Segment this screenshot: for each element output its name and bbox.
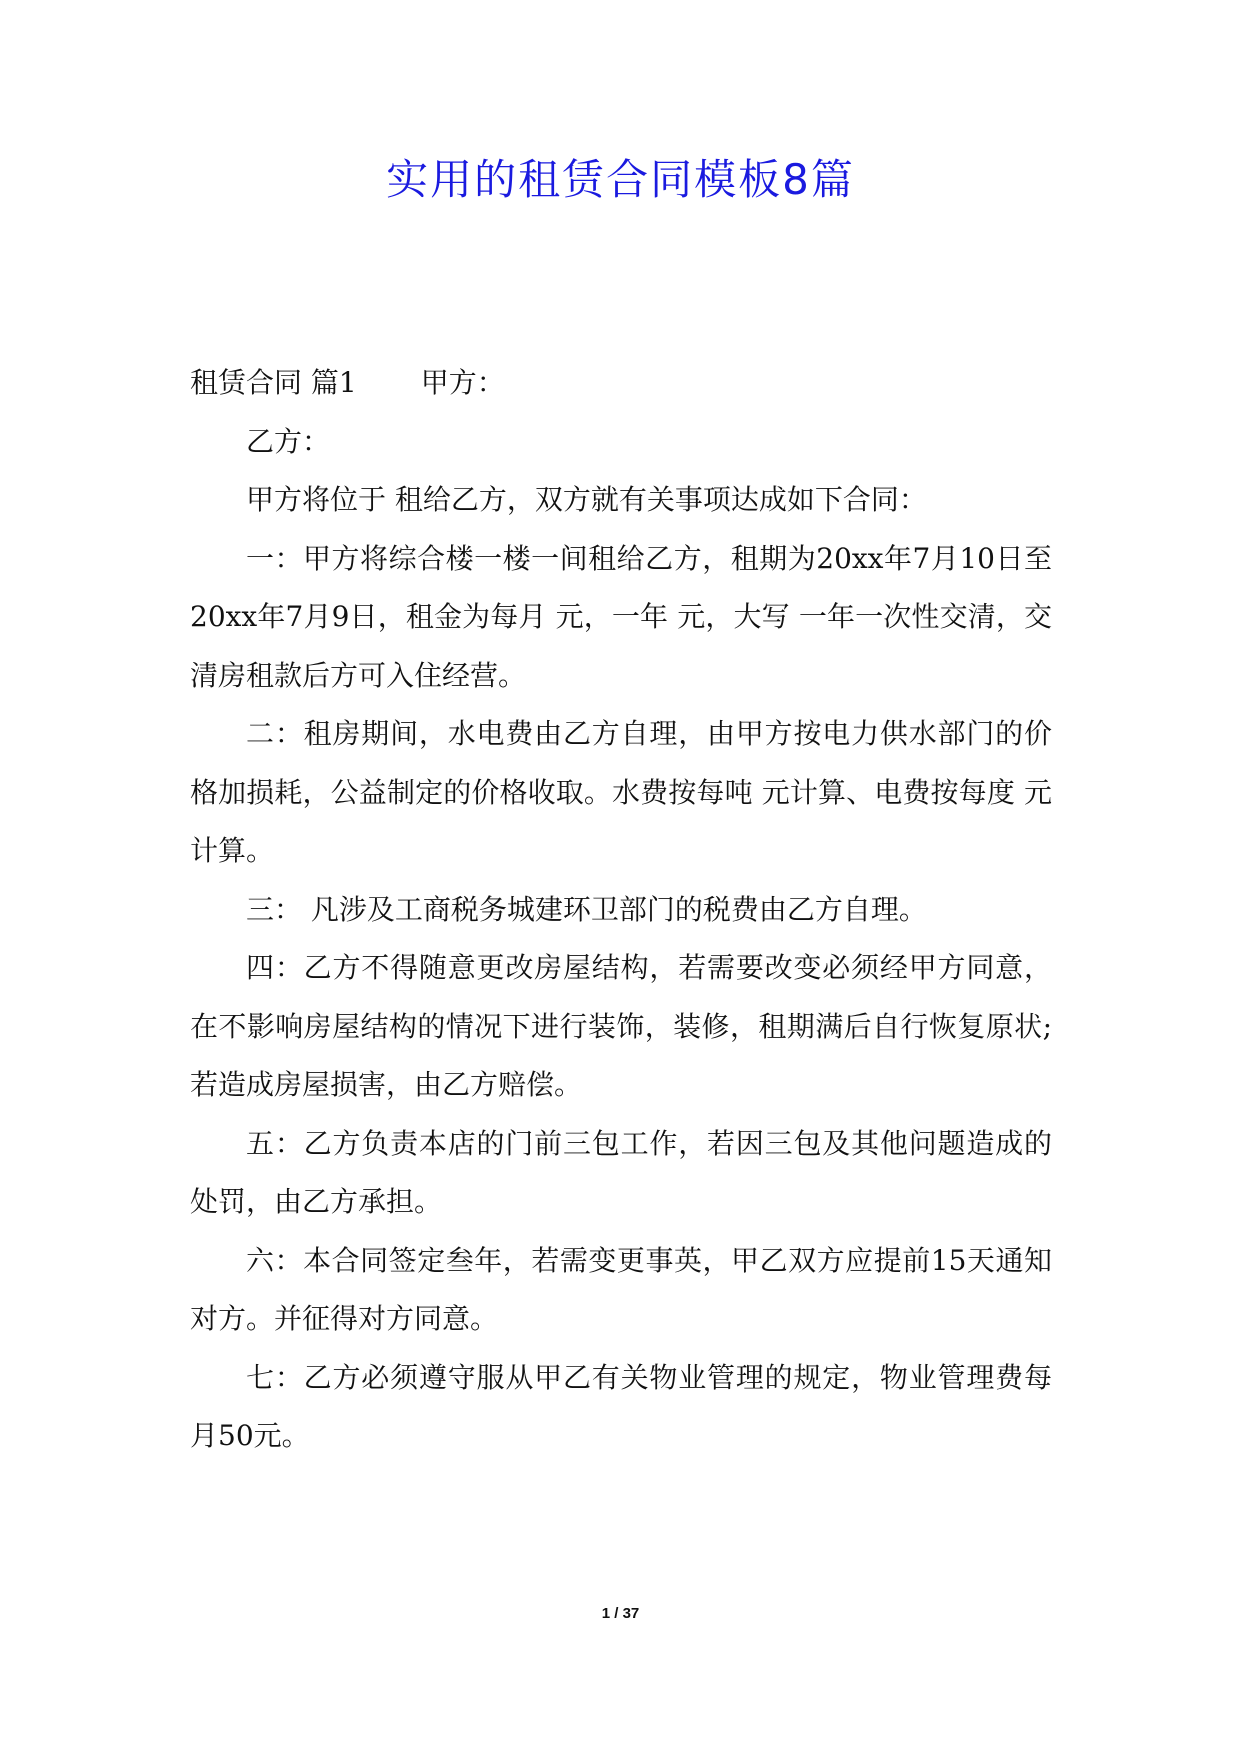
clause-2: 二：租房期间，水电费由乙方自理，由甲方按电力供水部门的价格加损耗，公益制定的价格收取。水费按每吨 元计算、电费按每度 元计算。 <box>190 717 1052 867</box>
contract-heading: 租赁合同 篇1 <box>190 366 357 399</box>
page-number: 1 / 37 <box>601 1605 640 1622</box>
clause-7: 七：乙方必须遵守服从甲乙有关物业管理的规定，物业管理费每月50元。 <box>190 1360 1052 1452</box>
contract-body <box>190 354 1052 1466</box>
party-b-label: 乙方： <box>246 424 331 458</box>
clause-3: 三： 凡涉及工商税务城建环卫部门的税费由乙方自理。 <box>246 892 927 926</box>
clause-6: 六：本合同签定叁年，若需变更事英，甲乙双方应提前15天通知对方。并征得对方同意。 <box>190 1243 1052 1335</box>
clause-4: 四：乙方不得随意更改房屋结构，若需要改变必须经甲方同意，在不影响房屋结构的情况下进行装饰，装修，租期满后自行恢复原状;若造成房屋损害，由乙方赔偿。 <box>190 951 1052 1101</box>
party-a-label: 甲方： <box>420 366 505 399</box>
contract-intro: 甲方将位于 租给乙方，双方就有关事项达成如下合同： <box>246 483 927 516</box>
contract-heading-line <box>190 354 1052 413</box>
clause-5: 五：乙方负责本店的门前三包工作，若因三包及其他问题造成的处罚，由乙方承担。 <box>190 1126 1052 1218</box>
clause-1: 一：甲方将综合楼一楼一间租给乙方，租期为20xx年7月10日至20xx年7月9日，租金为每月 元，一年 元，大写 一年一次性交清，交清房租款后方可入住经营。 <box>190 541 1052 692</box>
document-title: 实用的租赁合同模板8篇 <box>386 155 855 204</box>
